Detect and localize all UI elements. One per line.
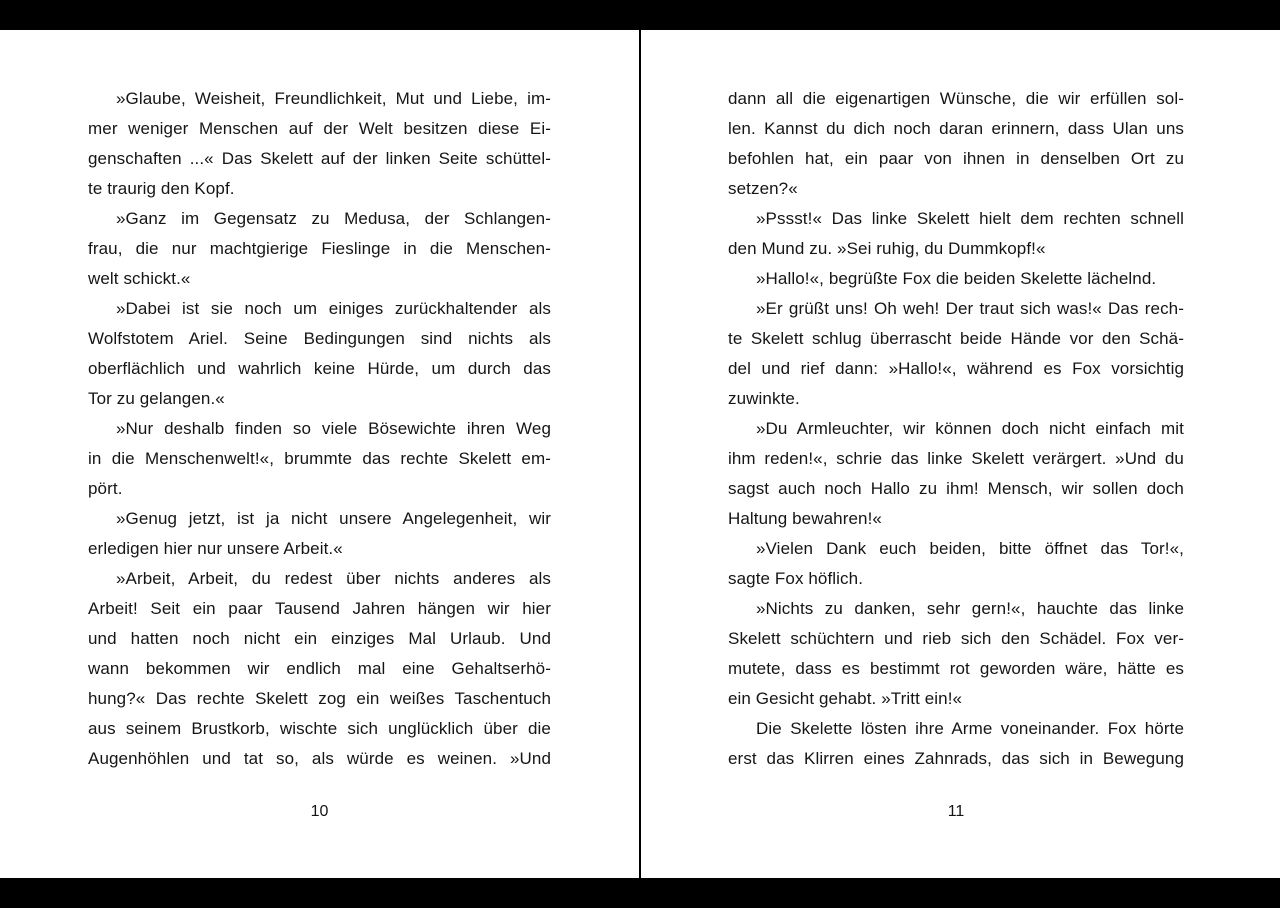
text-line: mutete, dass es bestimmt rot geworden wäre, hätte es [728, 659, 1184, 678]
bottom-letterbox-bar [0, 878, 1280, 908]
paragraph [728, 294, 1184, 414]
text-line: hung?« Das rechte Skelett zog ein weißes Taschentuch [88, 689, 551, 708]
paragraph [88, 414, 551, 504]
text-line: »Glaube, Weisheit, Freundlichkeit, Mut und Liebe, im- [116, 89, 551, 108]
page-divider [639, 0, 641, 908]
text-line: Skelett schüchtern und rieb sich den Schädel. Fox ver- [728, 629, 1184, 648]
text-line: erledigen hier nur unsere Arbeit.« [88, 539, 343, 558]
text-line: Wolfstotem Ariel. Seine Bedingungen sind nichts als [88, 329, 551, 348]
text-line: ihm reden!«, schrie das linke Skelett verärgert. »Und du [728, 449, 1184, 468]
text-line: »Arbeit, Arbeit, du redest über nichts anderes als [116, 569, 551, 588]
paragraph [728, 414, 1184, 534]
text-line: del und rief dann: »Hallo!«, während es Fox vorsichtig [728, 359, 1184, 378]
text-line: Arbeit! Seit ein paar Tausend Jahren hängen wir hier [88, 599, 551, 618]
text-line: »Nichts zu danken, sehr gern!«, hauchte das linke [756, 599, 1184, 618]
text-line: »Vielen Dank euch beiden, bitte öffnet das Tor!«, [756, 539, 1184, 558]
text-line: sagte Fox höflich. [728, 569, 864, 588]
page-right-number: 11 [947, 803, 965, 820]
text-line: zuwinkte. [728, 389, 800, 408]
paragraph [728, 714, 1184, 774]
text-line: »Genug jetzt, ist ja nicht unsere Angelegenheit, wir [116, 509, 551, 528]
text-line: aus seinem Brustkorb, wischte sich unglücklich über die [88, 719, 551, 738]
text-line: welt schickt.« [88, 269, 191, 288]
text-line: sagst auch noch Hallo zu ihm! Mensch, wir sollen doch [728, 479, 1184, 498]
text-line: »Er grüßt uns! Oh weh! Der traut sich was!« Das rech- [756, 299, 1184, 318]
text-line: den Mund zu. »Sei ruhig, du Dummkopf!« [728, 239, 1046, 258]
paragraph [88, 84, 551, 204]
text-line: »Nur deshalb finden so viele Bösewichte ihren Weg [116, 419, 551, 438]
text-line: te traurig den Kopf. [88, 179, 235, 198]
text-line: befohlen hat, ein paar von ihnen in denselben Ort zu [728, 149, 1184, 168]
text-line: erst das Klirren eines Zahnrads, das sich in Bewegung [728, 749, 1184, 768]
page-right-text [728, 84, 1184, 774]
text-line: dann all die eigenartigen Wünsche, die wir erfüllen sol- [728, 89, 1184, 108]
paragraph [728, 594, 1184, 714]
text-line: »Dabei ist sie noch um einiges zurückhaltender als [116, 299, 551, 318]
paragraph [728, 204, 1184, 264]
text-line: setzen?« [728, 179, 798, 198]
text-line: pört. [88, 479, 123, 498]
paragraph [728, 84, 1184, 204]
text-line: Die Skelette lösten ihre Arme voneinander. Fox hörte [756, 719, 1184, 738]
text-line: ein Gesicht gehabt. »Tritt ein!« [728, 689, 963, 708]
paragraph [88, 204, 551, 294]
text-line: len. Kannst du dich noch daran erinnern, dass Ulan uns [728, 119, 1184, 138]
text-line: frau, die nur machtgierige Fieslinge in die Menschen- [88, 239, 551, 258]
text-line: mer weniger Menschen auf der Welt besitzen diese Ei- [88, 119, 551, 138]
text-line: »Hallo!«, begrüßte Fox die beiden Skelette lächelnd. [756, 269, 1157, 288]
text-line: te Skelett schlug überrascht beide Hände vor den Schä- [728, 329, 1184, 348]
paragraph [728, 264, 1184, 294]
paragraph [88, 504, 551, 564]
text-line: »Ganz im Gegensatz zu Medusa, der Schlangen- [116, 209, 551, 228]
paragraph [728, 534, 1184, 594]
text-line: wann bekommen wir endlich mal eine Gehaltserhö- [88, 659, 551, 678]
text-line: genschaften ...« Das Skelett auf der linken Seite schüttel- [88, 149, 551, 168]
text-line: »Du Armleuchter, wir können doch nicht einfach mit [756, 419, 1184, 438]
text-line: Tor zu gelangen.« [88, 389, 225, 408]
paragraph [88, 294, 551, 414]
text-line: »Pssst!« Das linke Skelett hielt dem rechten schnell [756, 209, 1184, 228]
text-line: und hatten noch nicht ein einziges Mal Urlaub. Und [88, 629, 551, 648]
page-left-text [88, 84, 551, 774]
page-left-number: 10 [310, 803, 329, 820]
text-line: Augenhöhlen und tat so, als würde es weinen. »Und [88, 749, 551, 768]
text-line: oberflächlich und wahrlich keine Hürde, um durch das [88, 359, 551, 378]
text-line: in die Menschenwelt!«, brummte das rechte Skelett em- [88, 449, 551, 468]
text-line: Haltung bewahren!« [728, 509, 882, 528]
paragraph [88, 564, 551, 774]
